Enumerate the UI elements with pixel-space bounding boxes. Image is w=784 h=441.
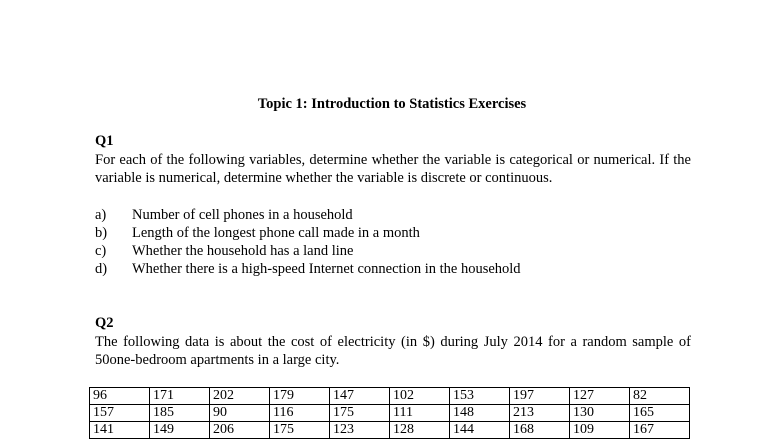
table-row	[90, 422, 690, 439]
list-item	[95, 242, 521, 260]
q2-paragraph: The following data is about the cost of electricity (in $) during July 2014 for a random sample of 50one-bedroom apartments in a large city.	[95, 334, 691, 368]
table-cell: 202	[210, 388, 270, 405]
table-cell: 82	[630, 388, 690, 405]
table-cell: 128	[390, 422, 450, 439]
list-item	[95, 224, 521, 242]
table-cell: 147	[330, 388, 390, 405]
table-cell: 141	[90, 422, 150, 439]
list-item-text: Length of the longest phone call made in a month	[132, 225, 420, 241]
table-cell: 168	[510, 422, 570, 439]
table-cell: 116	[270, 405, 330, 422]
table-cell: 157	[90, 405, 150, 422]
list-item-label: b)	[95, 225, 108, 241]
table-cell: 96	[90, 388, 150, 405]
q1-item-list	[95, 206, 521, 278]
table-cell: 213	[510, 405, 570, 422]
table-cell: 175	[270, 422, 330, 439]
list-item	[95, 260, 521, 278]
list-item	[95, 206, 521, 224]
table-cell: 165	[630, 405, 690, 422]
table-cell: 206	[210, 422, 270, 439]
table-cell: 127	[570, 388, 630, 405]
table-cell: 111	[390, 405, 450, 422]
table-cell: 171	[150, 388, 210, 405]
list-item-label: d)	[95, 261, 108, 277]
table-cell: 167	[630, 422, 690, 439]
table-cell: 123	[330, 422, 390, 439]
page-title: Topic 1: Introduction to Statistics Exercises	[257, 96, 527, 112]
q2-heading: Q2	[95, 315, 114, 331]
table-cell: 185	[150, 405, 210, 422]
table-row	[90, 388, 690, 405]
table-cell: 149	[150, 422, 210, 439]
table-cell: 175	[330, 405, 390, 422]
table-cell: 179	[270, 388, 330, 405]
table-row	[90, 405, 690, 422]
list-item-text: Whether there is a high-speed Internet connection in the household	[132, 261, 521, 277]
table-cell: 153	[450, 388, 510, 405]
table-cell: 130	[570, 405, 630, 422]
list-item-label: c)	[95, 243, 107, 259]
q1-heading: Q1	[95, 133, 114, 149]
data-table	[89, 387, 690, 439]
table-cell: 197	[510, 388, 570, 405]
table-cell: 109	[570, 422, 630, 439]
table-cell: 148	[450, 405, 510, 422]
table-cell: 90	[210, 405, 270, 422]
list-item-text: Number of cell phones in a household	[132, 207, 353, 223]
q1-paragraph: For each of the following variables, determine whether the variable is categorical or numerical. If the variable is numerical, determine whether the variable is discrete or continuous.	[95, 152, 691, 186]
list-item-label: a)	[95, 207, 107, 223]
table-cell: 144	[450, 422, 510, 439]
list-item-text: Whether the household has a land line	[132, 243, 354, 259]
table-cell: 102	[390, 388, 450, 405]
